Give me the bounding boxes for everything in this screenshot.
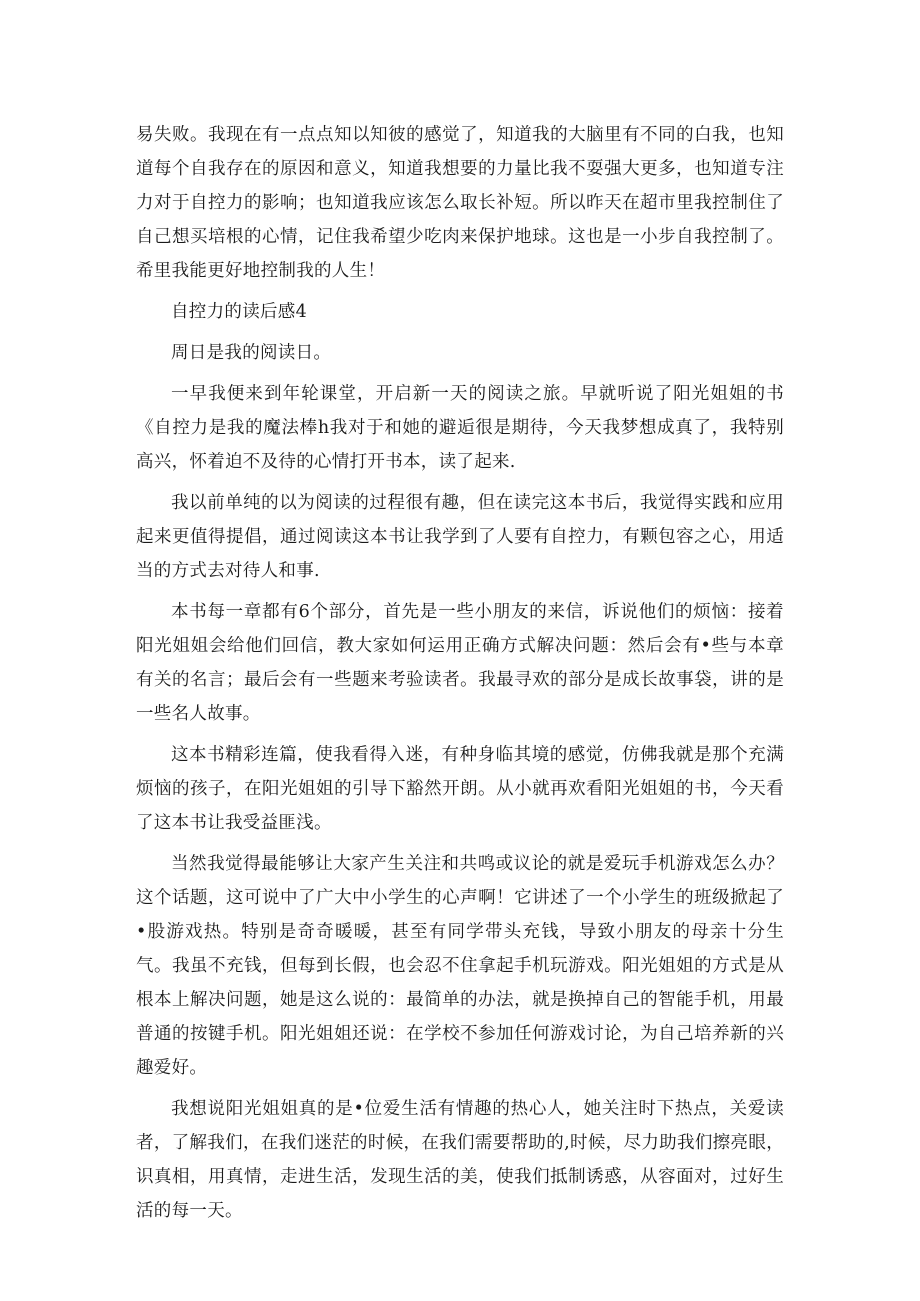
paragraph-continuation: 易失败。我现在有一点点知以知彼的感觉了，知道我的大脑里有不同的白我，也知道每个自我存在的原因和意义，知道我想要的力量比我不耍强大更多，也知道专注力对于自控力的影响；也知道我应该怎么取长补短。所以昨天在超市里我控制住了自己想买培根的心情，记住我希望少吃肉来保护地球。这也是一小步自我控制了。希里我能更好地控制我的人生！	[136, 125, 784, 281]
paragraph: 我想说阳光姐姐真的是•位爱生活有情趣的热心人，她关注时下热点，关爱读者，了解我们，在我们迷茫的时候，在我们需要帮助的,时候，尽力助我们擦亮眼，识真相，用真情，走进生活，发现生活的美，使我们抵制诱惑，从容面对，过好生活的每一天。	[136, 1099, 784, 1221]
paragraph: 我以前单纯的以为阅读的过程很有趣，但在读完这本书后，我觉得实践和应用起来更值得提倡，通过阅读这本书让我学到了人要有自控力，有颗包容之心，用适当的方式去对待人和事.	[136, 493, 784, 581]
paragraph: 周日是我的阅读日。	[171, 343, 332, 363]
paragraph: 一早我便来到年轮课堂，开启新一天的阅读之旅。早就听说了阳光姐姐的书《自控力是我的魔法棒h我对于和她的避逅很是期待，今天我梦想成真了，我特别高兴，怀着迫不及待的心情打开书本，读了起来.	[136, 384, 784, 472]
paragraph: 这本书精彩连篇，使我看得入迷，有种身临其境的感觉，仿佛我就是那个充满烦恼的孩子，在阳光姐姐的引导下豁然开朗。从小就再欢看阳光姐姐的书，今天看了这本书让我受益匪浅。	[136, 745, 784, 833]
document-body	[136, 118, 784, 1235]
section-heading: 自控力的读后感4	[171, 302, 308, 322]
paragraph: 当然我觉得最能够让大家产生关注和共鸣或议论的就是爱玩手机游戏怎么办？这个话题，这可说中了广大中小学生的心声啊！它讲述了一个小学生的班级掀起了•股游戏热。特别是奇奇暖暖，甚至有同学带头充钱，导致小朋友的母亲十分生气。我虽不充钱，但每到长假，也会忍不住拿起手机玩游戏。阳光姐姐的方式是从根本上解决问题，她是这么说的：最简单的办法，就是换掉自己的智能手机，用最普通的按键手机。阳光姐姐还说：在学校不参加任何游戏讨论，为自己培养新的兴趣爱好。	[136, 854, 784, 1078]
paragraph: 本书每一章都有6个部分，首先是一些小朋友的来信，诉说他们的烦恼：接着阳光姐姐会给他们回信，教大家如何运用正确方式解决问题：然后会有•些与本章有关的名言；最后会有一些题来考验读者。我最寻欢的部分是成长故事袋，讲的是一些名人故事。	[136, 602, 784, 724]
